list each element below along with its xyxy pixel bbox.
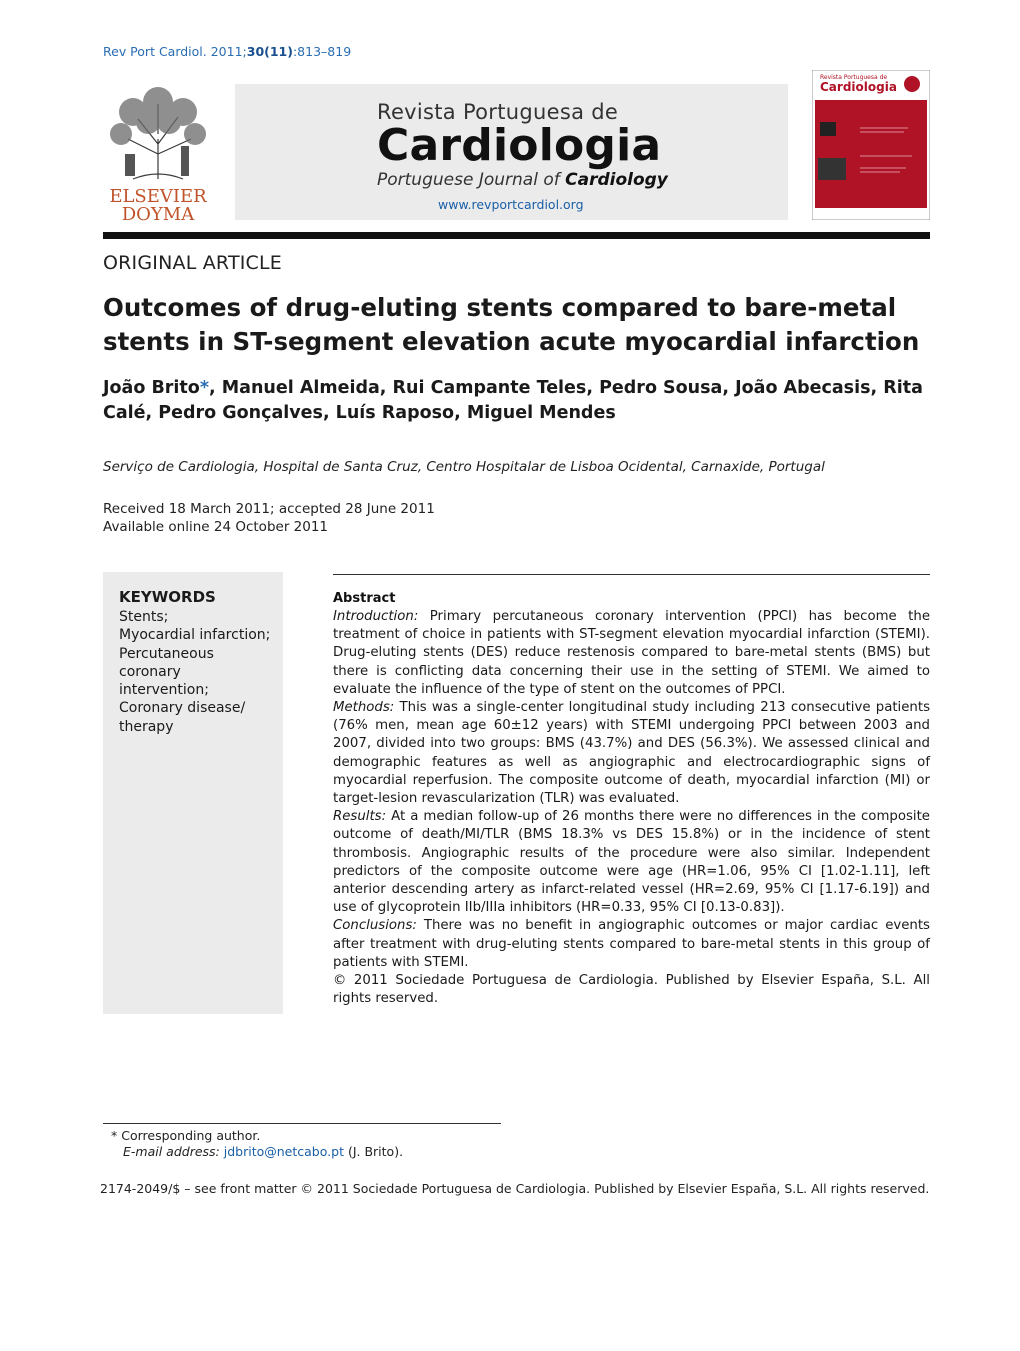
header-divider — [103, 232, 930, 239]
keyword-item: Percutaneous — [119, 645, 214, 662]
journal-subtitle-main: Cardiology — [565, 170, 668, 190]
journal-name: Cardiologia — [377, 120, 662, 171]
other-authors: , Manuel Almeida, Rui Campante Teles, Pedro Sousa, João Abecasis, Rita Calé, Pedro Gonçalves, Luís Raposo, Miguel Mendes — [103, 378, 923, 423]
keywords-box — [103, 572, 283, 1014]
abstract-heading: Abstract — [333, 591, 396, 606]
abstract-copyright: © 2011 Sociedade Portuguesa de Cardiologia. Published by Elsevier España, S.L. All rights reserved. — [333, 973, 930, 1007]
email-line — [103, 1144, 403, 1160]
journal-cover-thumbnail — [812, 70, 930, 220]
cover-title-main: Cardiologia — [820, 80, 897, 94]
introduction-text: Primary percutaneous coronary intervention (PPCI) has become the treatment of choice in patients with ST-segment elevation myocardial infarction (STEMI). Drug-eluting stents (DES) reduce restenosis compared to bare-metal stents (BMS) but there is conflicting data concerning their use in the setting of STEMI. We aimed to evaluate the influence of the type of stent on the outcomes of PPCI. — [333, 609, 930, 697]
abstract-conclusions — [333, 917, 930, 972]
results-label: Results: — [333, 809, 387, 825]
journal-banner — [235, 84, 788, 220]
corresponding-author-note: * Corresponding author. — [111, 1128, 261, 1143]
abstract-divider — [333, 574, 930, 575]
journal-subtitle — [377, 170, 668, 190]
received-date: Received 18 March 2011; accepted 28 June 2011 — [103, 501, 435, 517]
publisher-wordmark — [103, 188, 213, 224]
abstract-results — [333, 808, 930, 917]
publisher-logo — [103, 84, 213, 225]
journal-name-prefix: Revista Portuguesa de — [377, 100, 619, 124]
keyword-item: Stents; — [119, 609, 169, 625]
keywords-heading: KEYWORDS — [119, 588, 216, 606]
email-suffix: (J. Brito). — [343, 1144, 404, 1159]
available-online-date: Available online 24 October 2011 — [103, 519, 329, 535]
methods-text: This was a single-center longitudinal study including 213 consecutive patients (76% men, mean age 60±12 years) with STEMI undergoing PPCI between 2003 and 2007, divided into two groups: BMS (43.7%) and DES (56.3%). We assessed clinical and demographic features as well as angiographic and electrocardiographic signs of myocardial reperfusion. The composite outcome of death, myocardial infarction (MI) or target-lesion revascularization (TLR) was evaluated. — [333, 700, 930, 807]
conclusions-text: There was no benefit in angiographic outcomes or major cardiac events after treatment with drug-eluting stents compared to bare-metal stents in this group of patients with STEMI. — [333, 918, 930, 970]
journal-url-link[interactable]: www.revportcardiol.org — [438, 197, 584, 212]
conclusions-label: Conclusions: — [333, 918, 417, 934]
email-label: E-mail address: — [123, 1144, 220, 1159]
author-list — [103, 376, 923, 426]
corresponding-author-marker[interactable]: * — [199, 378, 209, 398]
abstract-body — [333, 608, 930, 1008]
footnote-divider — [103, 1123, 501, 1124]
article-title: Outcomes of drug-eluting stents compared to bare-metal stents in ST-segment elevation acute myocardial infarction — [103, 293, 920, 356]
email-link[interactable]: jdbrito@netcabo.pt — [223, 1144, 344, 1159]
front-matter-notice: 2174-2049/$ – see front matter © 2011 Sociedade Portuguesa de Cardiologia. Published by Elsevier España, S.L. All rights reserved. — [100, 1181, 930, 1196]
citation — [103, 44, 351, 59]
keyword-item: intervention; — [119, 682, 209, 699]
methods-label: Methods: — [333, 700, 395, 716]
citation-pages: :813–819 — [292, 44, 352, 59]
elsevier-tree-icon — [103, 84, 213, 184]
affiliation: Serviço de Cardiologia, Hospital de Santa Cruz, Centro Hospitalar de Lisboa Ocidental, Carnaxide, Portugal — [103, 459, 825, 475]
abstract-introduction — [333, 608, 930, 699]
keyword-item: coronary — [119, 663, 181, 680]
keyword-item: Myocardial infarction; — [119, 627, 271, 644]
abstract-methods — [333, 699, 930, 808]
cover-title-small: Revista Portuguesa de — [820, 74, 888, 81]
footnote — [103, 1128, 403, 1160]
article-type: ORIGINAL ARTICLE — [103, 252, 283, 274]
keyword-item: Coronary disease/ — [119, 700, 246, 717]
publisher-name-line1: ELSEVIER — [109, 186, 207, 207]
citation-journal: Rev Port Cardiol. 2011; — [103, 44, 247, 59]
results-text: At a median follow-up of 26 months there were no differences in the composite outcome of death/MI/TLR (BMS 18.3% vs DES 15.8%) or in the incidence of stent thrombosis. Angiographic results of the procedure were also similar. Independent predictors of the composite outcome were age (HR=1.06, 95% CI [1.02-1.11], left anterior descending artery as infarct-related vessel (HR=2.69, 95% CI [1.17-6.19]) and use of glycoprotein IIb/IIIa inhibitors (HR=0.33, 95% CI [0.13-0.83]). — [333, 809, 930, 916]
article-dates — [103, 500, 435, 536]
citation-volume: 30(11) — [246, 44, 293, 59]
publisher-name-line2: DOYMA — [121, 204, 195, 225]
first-author: João Brito — [103, 378, 200, 398]
journal-subtitle-prefix: Portuguese Journal of — [377, 170, 560, 190]
keywords-list — [119, 608, 279, 736]
introduction-label: Introduction: — [333, 609, 419, 624]
keyword-item: therapy — [119, 718, 174, 735]
